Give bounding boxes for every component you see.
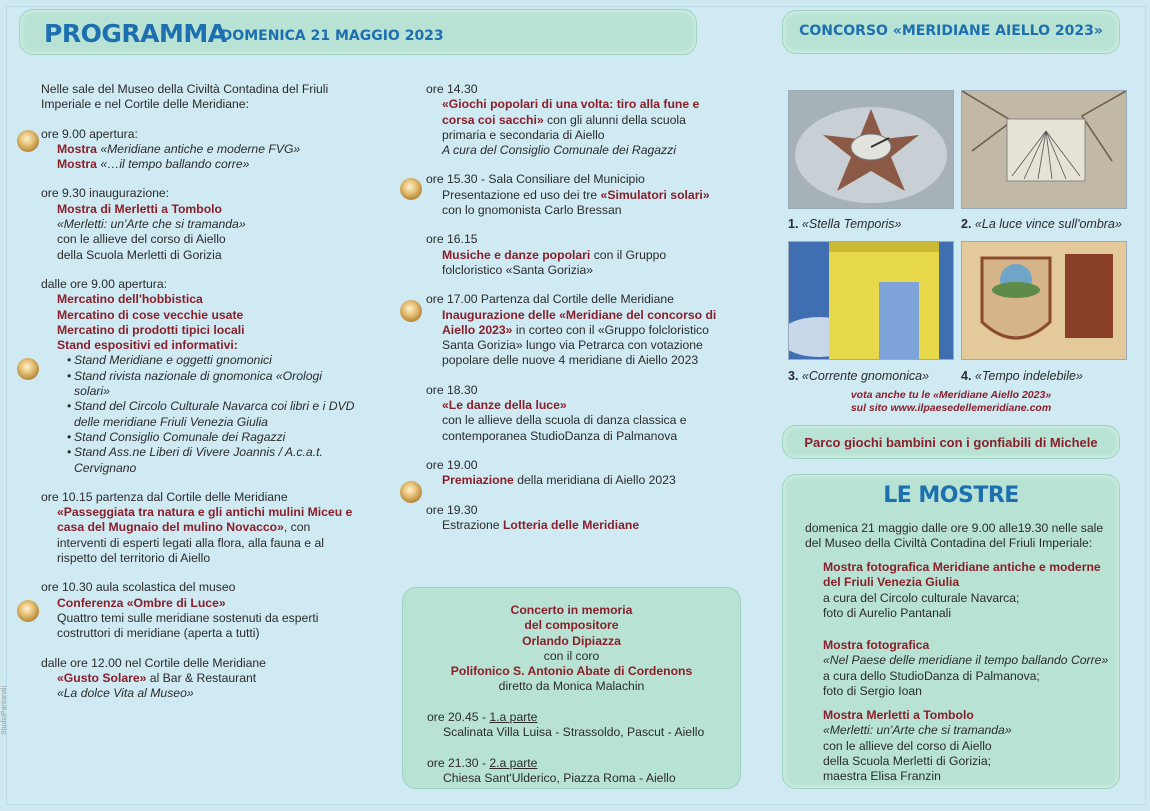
concorso-title: CONCORSO «MERIDIANE AIELLO 2023» <box>799 23 1103 39</box>
event-subtitle: «Meridiane antiche e moderne FVG» <box>100 141 301 156</box>
mostra-1 <box>823 560 1113 621</box>
list-item: • Stand Meridiane e oggetti gnomonici <box>67 353 361 368</box>
event-title: Premiazione <box>442 473 514 488</box>
event-time: ore 21.30 - <box>427 756 490 770</box>
concerto-title: Concerto in memoria <box>510 603 633 617</box>
concerto-text: diretto da Monica Malachin <box>498 679 645 694</box>
sundial-tower-image <box>789 242 953 359</box>
event-time: ore 19.00 <box>426 457 478 472</box>
caption-number: 3. <box>788 369 799 383</box>
sundial-star-image <box>789 91 953 208</box>
programma-title: PROGRAMMA <box>44 19 227 48</box>
concerto-title: del compositore <box>524 618 619 633</box>
event-time: ore 19.30 <box>426 502 478 517</box>
mostra-text: maestra Elisa Franzin <box>823 769 941 784</box>
caption-number: 2. <box>961 217 972 231</box>
event-time: ore 14.30 <box>426 82 478 96</box>
event-time: ore 15.30 - Sala Consiliare del Municipio <box>426 172 645 187</box>
event-1430 <box>426 82 726 158</box>
parco-text: Parco giochi bambini con i gonfiabili di Michele <box>804 435 1098 450</box>
mostra-3 <box>823 708 1113 784</box>
intro-text: Nelle sale del Museo della Civiltà Contadina del Friuli Imperiale e nel Cortile delle Meridiane: <box>41 82 329 112</box>
vote-note <box>783 389 1119 415</box>
program-column-2 <box>426 82 726 547</box>
event-title: Lotteria delle Meridiane <box>502 517 640 532</box>
list-item: • Stand Consiglio Comunale dei Ragazzi <box>67 430 361 445</box>
mostre-intro: domenica 21 maggio dalle ore 9.00 alle19.30 nelle sale del Museo della Civiltà Contadina del Friuli Imperiale: <box>805 521 1104 551</box>
event-time: ore 18.30 <box>426 382 478 397</box>
sun-icon <box>400 481 422 503</box>
event-text: al Bar & Restaurant <box>146 670 257 685</box>
mostra-title: Mostra fotografica <box>823 638 930 652</box>
event-time: ore 17.00 Partenza dal Cortile delle Meridiane <box>426 292 674 307</box>
event-time: ore 9.00 apertura: <box>41 126 138 141</box>
mostra-text: della Scuola Merletti di Gorizia; <box>823 753 991 768</box>
event-text: della meridiana di Aiello 2023 <box>513 473 676 488</box>
event-subtitle: A cura del Consiglio Comunale dei Ragazzi <box>442 143 676 158</box>
programma-date: - DOMENICA 21 MAGGIO 2023 <box>210 28 444 44</box>
sundial-photo-1 <box>788 90 954 209</box>
event-title: Mostra di Merletti a Tombolo <box>57 201 222 216</box>
mostra-subtitle: «Nel Paese delle meridiane il tempo ballando Corre» <box>823 653 1109 668</box>
mostra-title: Mostra fotografica Meridiane antiche e moderne del Friuli Venezia Giulia <box>823 560 1101 590</box>
mostre-title: LE MOSTRE <box>883 483 1019 508</box>
event-time: ore 10.15 partenza dal Cortile delle Meridiane <box>41 489 288 504</box>
event-1900 <box>426 458 726 489</box>
event-time: ore 10.30 aula scolastica del museo <box>41 580 236 595</box>
sundial-photo-2 <box>961 90 1127 209</box>
mostra-subtitle: «Merletti: un'Arte che si tramanda» <box>823 723 1012 738</box>
event-subtitle: «…il tempo ballando corre» <box>100 157 250 172</box>
photo-caption-3 <box>788 369 929 383</box>
event-1615 <box>426 232 726 278</box>
part-label: 1.a parte <box>489 710 538 724</box>
event-text: , con interventi di esperti legati alla flora, alla fauna e al rispetto del territorio di Aiello <box>57 520 324 566</box>
list-item: • Stand rivista nazionale di gnomonica «Orologi solari» <box>67 369 361 400</box>
event-title: «Simulatori solari» <box>600 187 710 202</box>
event-mercatini <box>41 277 361 476</box>
concorso-header <box>782 10 1120 54</box>
concerto-choir: Polifonico S. Antonio Abate di Cordenons <box>450 664 693 679</box>
stands-list <box>41 353 361 475</box>
event-title: Mercatino di cose vecchie usate <box>57 307 244 322</box>
event-title: Stand espositivi ed informativi: <box>57 338 238 353</box>
programma-header <box>19 9 697 55</box>
vote-text: vota anche tu le «Meridiane Aiello 2023» <box>850 389 1052 401</box>
event-title: Conferenza «Ombre di Luce» <box>57 595 226 610</box>
mostra-text: foto di Aurelio Pantanali <box>823 605 952 620</box>
event-text: Estrazione <box>442 517 503 532</box>
event-title: «Gusto Solare» <box>57 670 147 685</box>
concerto-text: con il coro <box>543 648 600 663</box>
event-time: ore 9.30 inaugurazione: <box>41 186 170 201</box>
event-subtitle: «Merletti: un'Arte che si tramanda» <box>57 217 246 232</box>
mostra-title: Mostra Merletti a Tombolo <box>823 708 974 722</box>
mostre-box <box>782 474 1120 789</box>
list-item: • Stand Ass.ne Liberi di Vivere Joannis / A.c.a.t. Cervignano <box>67 445 361 476</box>
event-1830 <box>426 383 726 444</box>
sundial-photo-3 <box>788 241 954 360</box>
sun-icon <box>400 178 422 200</box>
vote-link[interactable]: sul sito www.ilpaesedellemeridiane.com <box>850 402 1052 414</box>
mostra-text: foto di Sergio Ioan <box>823 683 922 698</box>
sun-icon <box>17 600 39 622</box>
event-text: con lo gnomonista Carlo Bressan <box>442 203 622 218</box>
photo-caption-2 <box>961 217 1122 231</box>
event-text: della Scuola Merletti di Gorizia <box>57 247 222 262</box>
event-1530 <box>426 172 726 218</box>
event-title: Inaugurazione delle «Meridiane del concorso di Aiello 2023» <box>442 307 717 337</box>
event-1015 <box>41 490 361 566</box>
event-text: con gli alunni della scuola primaria e secondaria di Aiello <box>442 112 686 142</box>
mostra-2 <box>823 638 1113 699</box>
part-label: 2.a parte <box>489 756 538 770</box>
event-900 <box>41 127 361 173</box>
event-time: ore 20.45 - <box>427 710 490 724</box>
caption-number: 4. <box>961 369 972 383</box>
event-text: Presentazione ed uso dei tre <box>442 187 601 202</box>
event-1930 <box>426 503 726 534</box>
photo-caption-1 <box>788 217 902 231</box>
concerto-part-2 <box>427 756 727 787</box>
event-title: Mercatino dell'hobbistica <box>57 292 203 307</box>
part-place: Scalinata Villa Luisa - Strassoldo, Pascut - Aiello <box>443 725 705 740</box>
parco-banner <box>782 425 1120 459</box>
event-text: con le allieve della scuola di danza classica e contemporanea StudioDanza di Palmanova <box>442 413 687 443</box>
sundial-painted-image <box>962 242 1126 359</box>
mostra-text: a cura del Circolo culturale Navarca; <box>823 590 1020 605</box>
sun-icon <box>17 358 39 380</box>
caption-text: «La luce vince sull'ombra» <box>974 217 1122 231</box>
event-subtitle: «La dolce Vita al Museo» <box>57 686 194 701</box>
event-text: con le allieve del corso di Aiello <box>57 232 226 247</box>
event-text: Quattro temi sulle meridiane sostenuti da esperti costruttori di meridiane (aperta a tutti) <box>57 610 319 641</box>
event-title: Mercatino di prodotti tipici locali <box>57 322 245 337</box>
event-time: ore 16.15 <box>426 232 478 247</box>
event-1200 <box>41 656 361 702</box>
caption-text: «Stella Temporis» <box>801 217 902 231</box>
caption-text: «Corrente gnomonica» <box>801 369 930 383</box>
mostra-text: con le allieve del corso di Aiello <box>823 738 992 753</box>
event-1700 <box>426 292 726 368</box>
credit-text: StudioPantanali <box>1 685 8 735</box>
event-title: Mostra <box>57 157 97 172</box>
event-title: Musiche e danze popolari <box>442 247 591 262</box>
list-item: • Stand del Circolo Culturale Navarca coi libri e i DVD delle meridiane Friuli Venezia Giulia <box>67 399 361 430</box>
part-place: Chiesa Sant'Ulderico, Piazza Roma - Aiello <box>443 771 676 786</box>
photo-caption-4 <box>961 369 1083 383</box>
sun-icon <box>400 300 422 322</box>
caption-number: 1. <box>788 217 799 231</box>
event-text: con il Gruppo folcloristico «Santa Gorizia» <box>442 247 667 277</box>
event-text: in corteo con il «Gruppo folcloristico Santa Gorizia» lungo via Petrarca con votazione popolare delle nuove 4 meridiane di Aiello 2023 <box>442 322 709 368</box>
event-time: dalle ore 9.00 apertura: <box>41 276 168 291</box>
sundial-photo-4 <box>961 241 1127 360</box>
sundial-wall-image <box>962 91 1126 208</box>
event-title: «Giochi popolari di una volta: tiro alla fune e corsa coi sacchi» <box>442 97 700 127</box>
event-time: dalle ore 12.00 nel Cortile delle Meridiane <box>41 655 266 670</box>
sun-icon <box>17 130 39 152</box>
intro-block <box>41 82 361 113</box>
event-930 <box>41 186 361 262</box>
concerto-box <box>402 587 741 789</box>
caption-text: «Tempo indelebile» <box>974 369 1083 383</box>
event-title: Mostra <box>57 141 97 156</box>
concerto-part-1 <box>427 710 727 741</box>
event-title: «Passeggiata tra natura e gli antichi mulini Miceu e casa del Mugnaio del mulino Novacco» <box>57 505 353 535</box>
concerto-title: Orlando Dipiazza <box>522 633 621 648</box>
event-1030 <box>41 580 361 641</box>
event-title: «Le danze della luce» <box>442 398 567 413</box>
program-column-1 <box>41 82 361 715</box>
mostra-text: a cura dello StudioDanza di Palmanova; <box>823 668 1040 683</box>
